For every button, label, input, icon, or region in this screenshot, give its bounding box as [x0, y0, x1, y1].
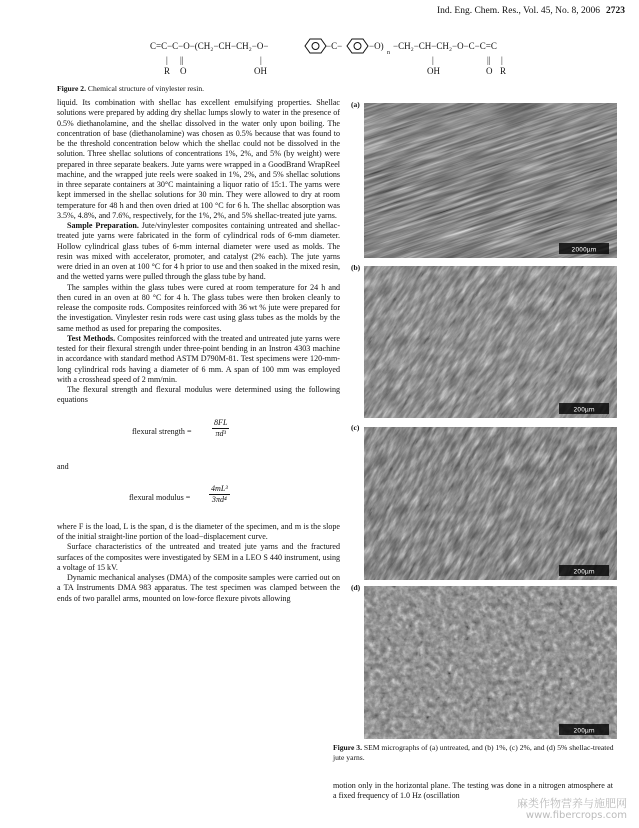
watermark-chinese: 麻类作物营养与施肥网	[517, 797, 627, 810]
svg-text:n: n	[387, 50, 390, 56]
left-column	[57, 98, 340, 604]
svg-text:R: R	[164, 66, 171, 76]
equation-1-numerator: 8FL	[212, 418, 229, 429]
test-methods-text: Composites reinforced with the treated and untreated jute yarns were tested for their flexural strength under three-point bending in an Instron 4303 machine in accordance with standard method ASTM D790M-81. Test specimens were 120-mm-long cylindrical rods having a diameter of 6 mm. A span of 100 mm was employed with a crosshead speed of 2 mm/min.	[57, 333, 340, 384]
figure-3-caption	[333, 743, 625, 762]
equation-2-fraction	[209, 484, 230, 506]
equation-2-denominator: 3πd⁴	[211, 495, 227, 504]
equation-1-denominator: πd³	[215, 428, 226, 438]
paragraph-test-methods	[57, 334, 340, 385]
right-column-text: motion only in the horizontal plane. The testing was done in a nitrogen atmosphere at a fixed frequency of 1.0 Hz (oscillation	[333, 781, 613, 801]
svg-text:|: |	[432, 55, 434, 65]
svg-text:|: |	[166, 55, 168, 65]
watermark-url: www.fibercrops.com	[525, 810, 627, 821]
journal-citation: Ind. Eng. Chem. Res., Vol. 45, No. 8, 2006	[437, 6, 600, 16]
svg-text:OH: OH	[427, 66, 440, 76]
paragraph-shellac-solutions: liquid. Its combination with shellac has excellent emulsifying properties. Shellac solutions were prepared by adding dry shellac lumps slowly to water in the presence of 0.5% diethanolamine, and the shellac dissolved in the water only upon boiling. The concentration of base (diethanolamine) was chosen as 0.5% because that was found to be the threshold concentration below which the shellac could not be dissolved in the solution. Three shellac solutions of concentrations 1%, 2%, and 5% (by weight) were prepared in three separate beakers. Jute yarns were wrapped in a GoodBrand WrapReel machine, and the wrapped jute reels were soaked in 1%, 2%, and 5% shellac solutions in three separate containers at 30°C maintaining a liquor ratio of 15:1. The yarns were kept immersed in the shellac solutions for 30 min. They were allowed to dry at room temperature for 48 h and then oven dried at 100 °C for 6 h. The shellac absorption was 3.5%, 4.8%, and 7.6%, respectively, for the 1%, 2%, and 5% shellac-treated jute yarns.	[57, 98, 340, 220]
figure-3-label: Figure 3.	[333, 743, 362, 752]
equation-2-numerator: 4mL³	[209, 484, 230, 495]
figure-3-caption-text: SEM micrographs of (a) untreated, and (b) 1%, (c) 2%, and (d) 5% shellac-treated jute yarns.	[333, 743, 614, 762]
svg-text:|: |	[501, 55, 503, 65]
panel-a-scale: 2000µm	[571, 246, 597, 254]
panel-a-label: (a)	[351, 100, 360, 109]
paragraph-curing: The samples within the glass tubes were cured at room temperature for 24 h and then cured in an oven at 80 °C for 4 h. The glass tubes were then broken cleanly to release the composite rods. Composites reinforced with 36 wt % jute were prepared for the investigation. Vinylester resin rods were cast using glass tubes as the molds by the same method as used for preparing the composites.	[57, 282, 340, 333]
sem-micrograph-b	[364, 266, 617, 418]
panel-d-label: (d)	[351, 583, 361, 592]
panel-d-scale: 200µm	[573, 727, 595, 735]
paragraph-dma: Dynamic mechanical analyses (DMA) of the composite samples were carried out on a TA Instruments DMA 983 apparatus. The test specimen was clamped between the ends of two parallel arms, mounted on low-force flexure pivots allowing	[57, 573, 340, 603]
paragraph-sem: Surface characteristics of the untreated and treated jute yarns and the fractured surfaces of the composites were investigated by SEM in a LEO S 440 instrument, using a voltage of 15 kV.	[57, 542, 340, 572]
equation-flexural-modulus	[57, 484, 340, 522]
svg-text:R: R	[500, 66, 507, 76]
sem-micrograph-c	[364, 427, 617, 580]
svg-text:|: |	[260, 55, 262, 65]
paragraph-equations-intro: The flexural strength and flexural modulus were determined using the following equations	[57, 385, 340, 405]
panel-c-scale: 200µm	[573, 568, 595, 576]
heading-test-methods: Test Methods.	[67, 333, 116, 343]
page-number: 2723	[606, 6, 625, 16]
equation-1-fraction	[212, 418, 229, 440]
panel-c-label: (c)	[351, 423, 360, 432]
svg-text:OH: OH	[254, 66, 267, 76]
running-header	[437, 6, 625, 16]
svg-text:−C−: −C−	[326, 41, 343, 51]
paragraph-sample-preparation	[57, 221, 340, 283]
svg-text:O: O	[180, 66, 187, 76]
svg-text:O: O	[486, 66, 493, 76]
figure-2-caption-text: Chemical structure of vinylester resin.	[87, 84, 205, 93]
heading-sample-preparation: Sample Preparation.	[67, 221, 139, 230]
paragraph-symbol-definitions: where F is the load, L is the span, d is the diameter of the specimen, and m is the slope of the initial straight-line portion of the load−displacement curve.	[57, 521, 340, 541]
panel-b-label: (b)	[351, 263, 361, 272]
sample-preparation-text: Jute/vinylester composites containing untreated and shellac-treated jute yarns were fabricated in the form of cylindrical rods of 6-mm diameter. Hollow cylindrical glass tubes of 6-mm internal diameter were used as molds. The resin was mixed with accelerator, promoter, and catalyst (2% each). The jute yarns were dried in an oven at 100 °C for 4 h prior to use and then soaked in the mixed resin, and the wetted yarns were pulled through the glass tube by hand.	[57, 221, 341, 282]
figure-2-label: Figure 2.	[57, 84, 86, 93]
svg-text:||: ||	[487, 55, 491, 65]
panel-b-scale: 200µm	[573, 406, 595, 414]
sem-micrograph-a	[364, 103, 617, 258]
equation-2-label: flexural modulus =	[129, 492, 191, 502]
svg-text:−O): −O)	[369, 41, 384, 51]
svg-text:−CH₂−CH−CH₂−O−C−C=C: −CH₂−CH−CH₂−O−C−C=C	[393, 41, 497, 51]
figure-2-caption	[57, 84, 204, 93]
svg-text:C=C−C−O−(CH₂−CH−CH₂−O−: C=C−C−O−(CH₂−CH−CH₂−O−	[150, 41, 269, 51]
equation-1-label: flexural strength =	[132, 426, 192, 436]
and-text: and	[57, 461, 69, 471]
equation-flexural-strength	[57, 418, 340, 456]
svg-text:||: ||	[180, 55, 184, 65]
sem-micrograph-d	[364, 586, 617, 739]
vinylester-structure	[150, 34, 620, 80]
